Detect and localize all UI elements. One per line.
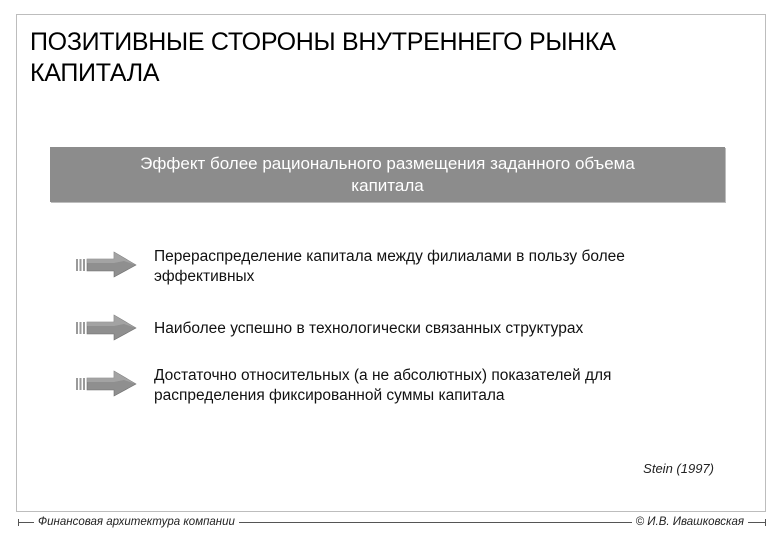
list-item-text: Перераспределение капитала между филиалами в пользу более эффективных: [154, 248, 625, 285]
banner: [50, 147, 725, 202]
list-item-text: Достаточно относительных (а не абсолютных) показателей для распределения фиксированной суммы капитала: [154, 367, 612, 404]
citation: Stein (1997): [643, 461, 714, 476]
list-item-text: Наиболее успешно в технологически связанных структурах: [154, 320, 584, 337]
footer-right-text: © И.В. Ивашковская: [632, 515, 748, 529]
arrow-right-icon: [76, 369, 138, 397]
banner-text: Эффект более рационального размещения заданного объема капитала: [140, 153, 635, 195]
footer-left-text: Финансовая архитектура компании: [34, 515, 239, 529]
arrow-right-icon: [76, 250, 138, 278]
arrow-right-icon: [76, 313, 138, 341]
footer-divider-tick: [765, 519, 766, 526]
footer-divider-tick: [18, 519, 19, 526]
slide-title: ПОЗИТИВНЫЕ СТОРОНЫ ВНУТРЕННЕГО РЫНКА КАПИТАЛА: [30, 28, 616, 87]
